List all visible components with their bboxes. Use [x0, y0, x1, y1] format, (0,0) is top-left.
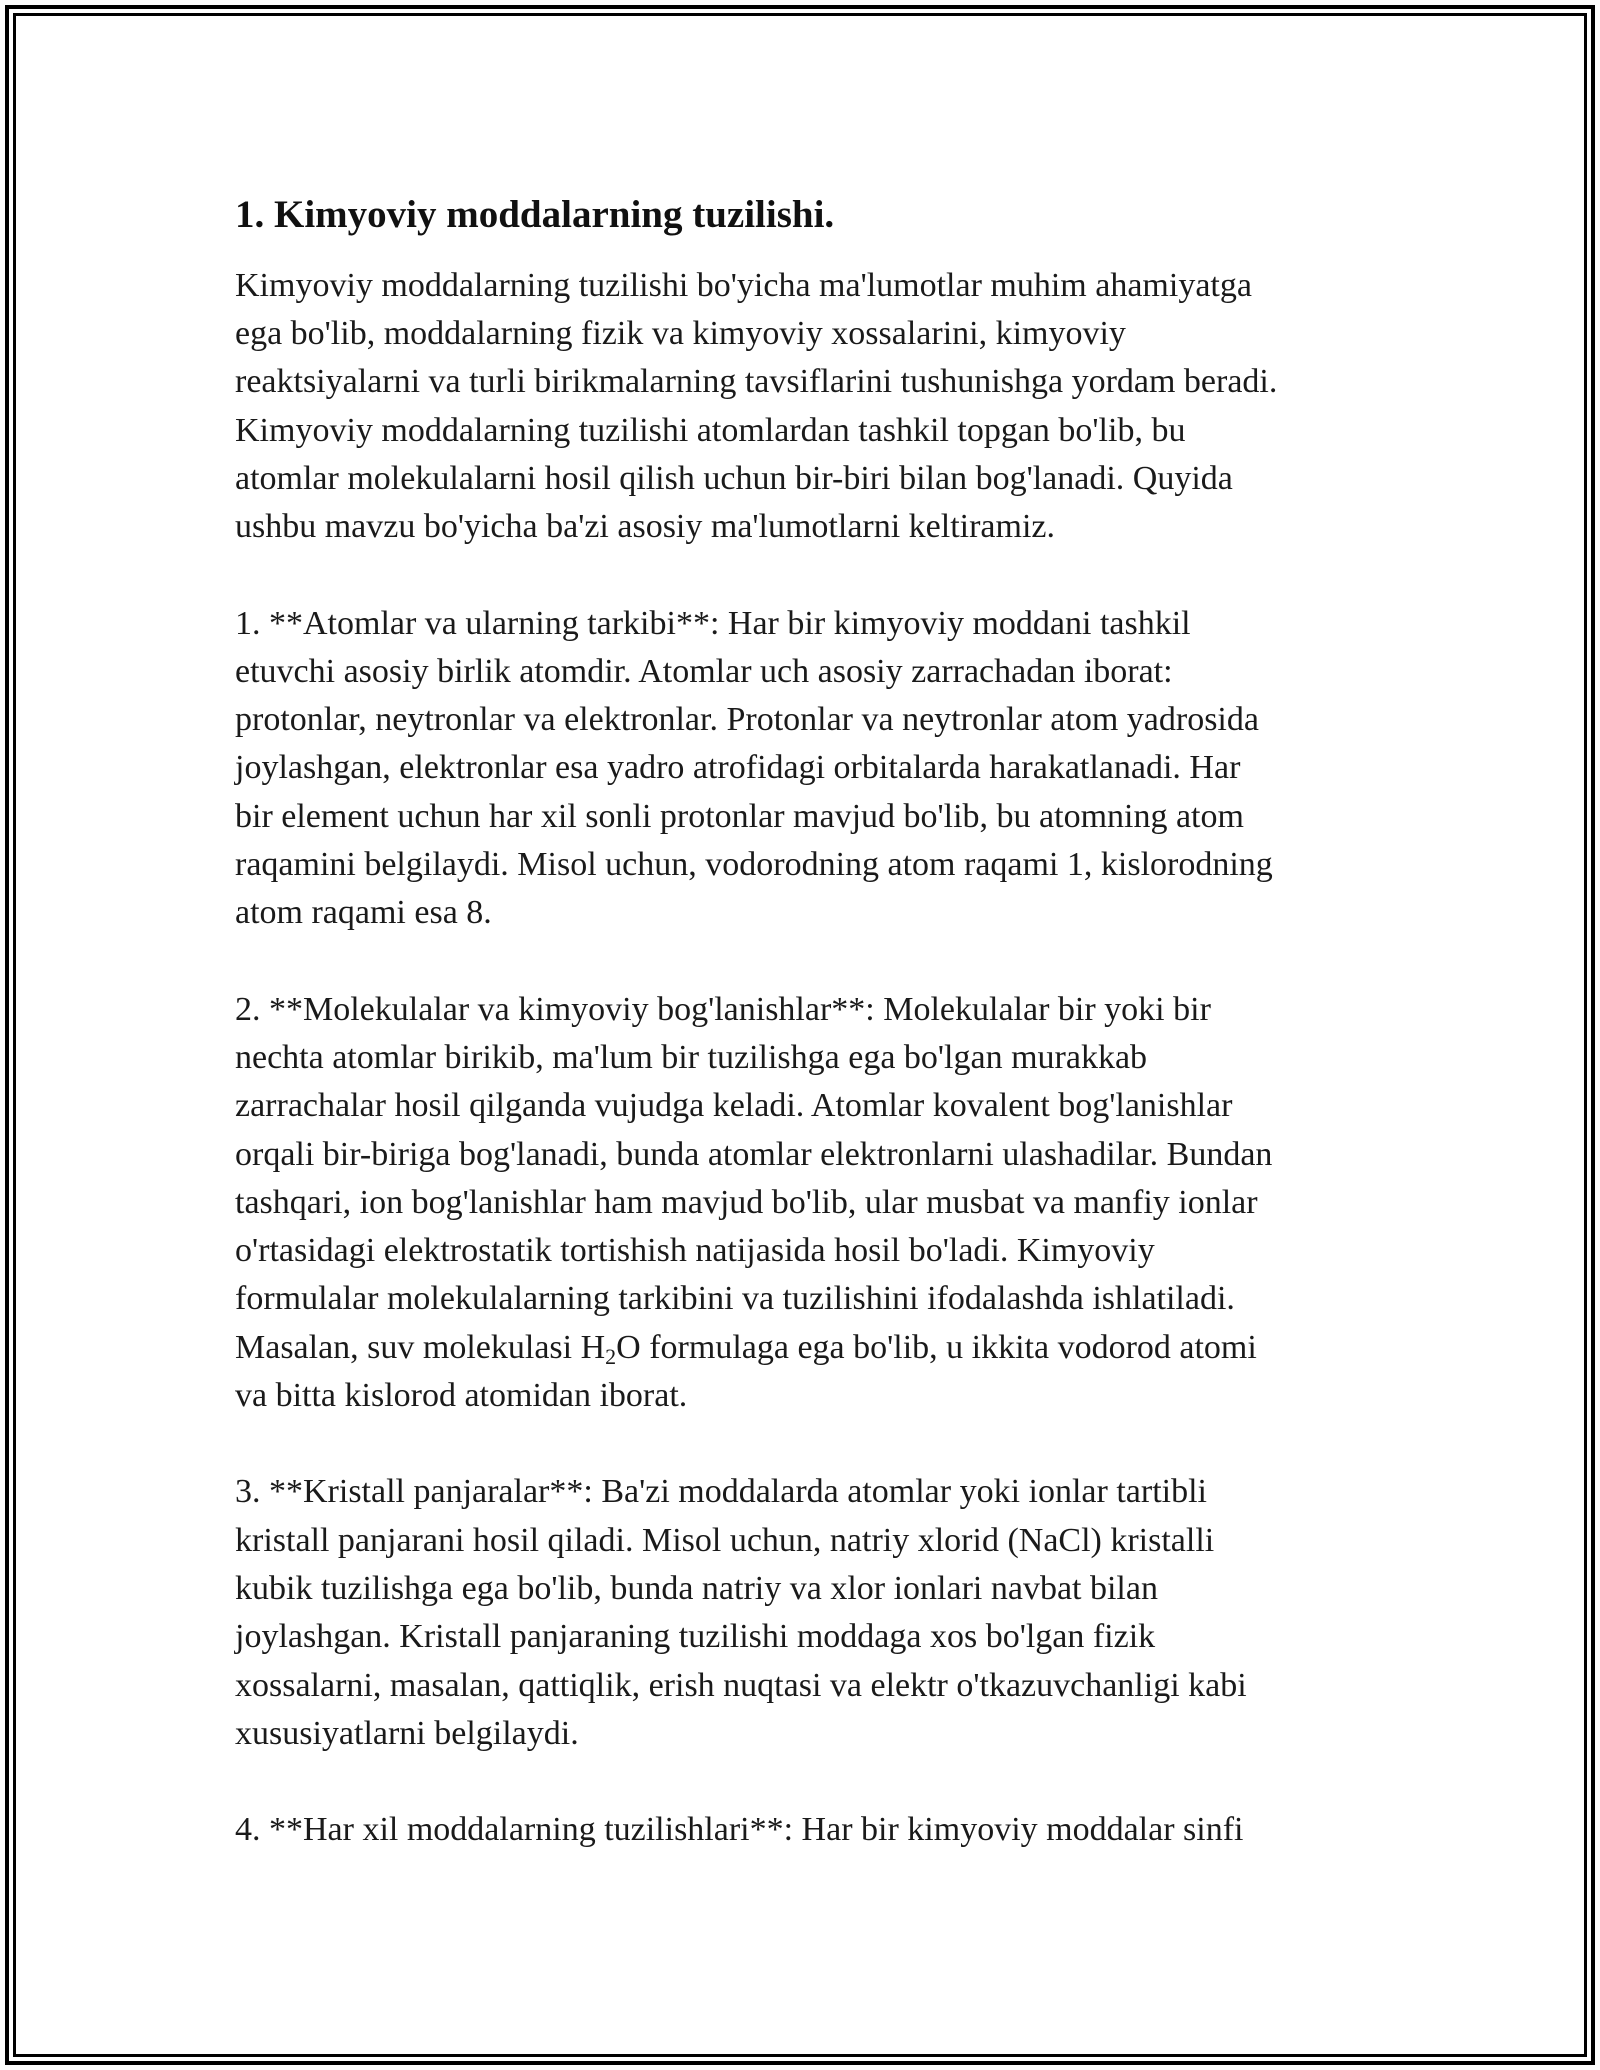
- text-line: nechta atomlar birikib, ma'lum bir tuzilishga ega bo'lgan murakkab: [235, 1038, 1148, 1076]
- text-line: 4. **Har xil moddalarning tuzilishlari**: Har bir kimyoviy moddalar sinfi: [235, 1811, 1244, 1849]
- text-line: raqamini belgilaydi. Misol uchun, vodorodning atom raqami 1, kislorodning: [235, 846, 1273, 884]
- document-body: [235, 180, 1385, 1902]
- page-title: 1. Kimyoviy moddalarning tuzilishi.: [235, 193, 835, 236]
- section-atoms-paragraph: [235, 600, 1385, 938]
- text-line: bir element uchun har xil sonli protonlar mavjud bo'lib, bu atomning atom: [235, 797, 1244, 835]
- text-line: va bitta kislorod atomidan iborat.: [235, 1377, 688, 1415]
- text-line: ushbu mavzu bo'yicha ba'zi asosiy ma'lumotlarni keltiramiz.: [235, 508, 1056, 546]
- text-line: 2. **Molekulalar va kimyoviy bog'lanishlar**: Molekulalar bir yoki bir: [235, 990, 1211, 1028]
- text-line: 3. **Kristall panjaralar**: Ba'zi moddalarda atomlar yoki ionlar tartibli: [235, 1473, 1207, 1511]
- text-line: xossalarni, masalan, qattiqlik, erish nuqtasi va elektr o'tkazuvchanligi kabi: [235, 1666, 1247, 1704]
- section-structures-paragraph: [235, 1806, 1385, 1854]
- text-line: etuvchi asosiy birlik atomdir. Atomlar uch asosiy zarrachadan iborat:: [235, 652, 1173, 690]
- text-line: atomlar molekulalarni hosil qilish uchun bir-biri bilan bog'lanadi. Quyida: [235, 459, 1233, 497]
- text-line: protonlar, neytronlar va elektronlar. Protonlar va neytronlar atom yadrosida: [235, 701, 1259, 739]
- text-line: Kimyoviy moddalarning tuzilishi atomlardan tashkil topgan bo'lib, bu: [235, 411, 1186, 449]
- section-molecules-paragraph: [235, 986, 1385, 1421]
- text-line: orqali bir-biriga bog'lanadi, bunda atomlar elektronlarni ulashadilar. Bundan: [235, 1135, 1273, 1173]
- formula-text-before: Masalan, suv molekulasi H: [235, 1328, 606, 1366]
- formula-subscript: 2: [605, 1343, 617, 1369]
- text-line: formulalar molekulalarning tarkibini va tuzilishini ifodalashda ishlatiladi.: [235, 1280, 1235, 1318]
- text-line: 1. **Atomlar va ularning tarkibi**: Har bir kimyoviy moddani tashkil: [235, 604, 1191, 642]
- text-line: o'rtasidagi elektrostatik tortishish natijasida hosil bo'ladi. Kimyoviy: [235, 1232, 1155, 1270]
- text-line: reaktsiyalarni va turli birikmalarning tavsiflarini tushunishga yordam beradi.: [235, 363, 1278, 401]
- text-line: kubik tuzilishga ega bo'lib, bunda natriy va xlor ionlari navbat bilan: [235, 1569, 1158, 1607]
- text-line: zarrachalar hosil qilganda vujudga keladi. Atomlar kovalent bog'lanishlar: [235, 1087, 1233, 1125]
- text-line: Kimyoviy moddalarning tuzilishi bo'yicha ma'lumotlar muhim ahamiyatga: [235, 266, 1252, 304]
- text-line: joylashgan, elektronlar esa yadro atrofidagi orbitalarda harakatlanadi. Har: [235, 749, 1241, 787]
- formula-text-after: O formulaga ega bo'lib, u ikkita vodorod atomi: [616, 1328, 1257, 1366]
- text-line: atom raqami esa 8.: [235, 894, 492, 932]
- text-line: kristall panjarani hosil qiladi. Misol uchun, natriy xlorid (NaCl) kristalli: [235, 1521, 1215, 1559]
- section-crystal-paragraph: [235, 1468, 1385, 1758]
- text-line: xususiyatlarni belgilaydi.: [235, 1714, 579, 1752]
- text-line: ega bo'lib, moddalarning fizik va kimyoviy xossalarini, kimyoviy: [235, 315, 1126, 353]
- text-line: joylashgan. Kristall panjaraning tuzilishi moddaga xos bo'lgan fizik: [235, 1618, 1156, 1656]
- formula-line: [235, 1324, 1385, 1372]
- text-line: tashqari, ion bog'lanishlar ham mavjud bo'lib, ular musbat va manfiy ionlar: [235, 1183, 1258, 1221]
- intro-paragraph: [235, 262, 1385, 552]
